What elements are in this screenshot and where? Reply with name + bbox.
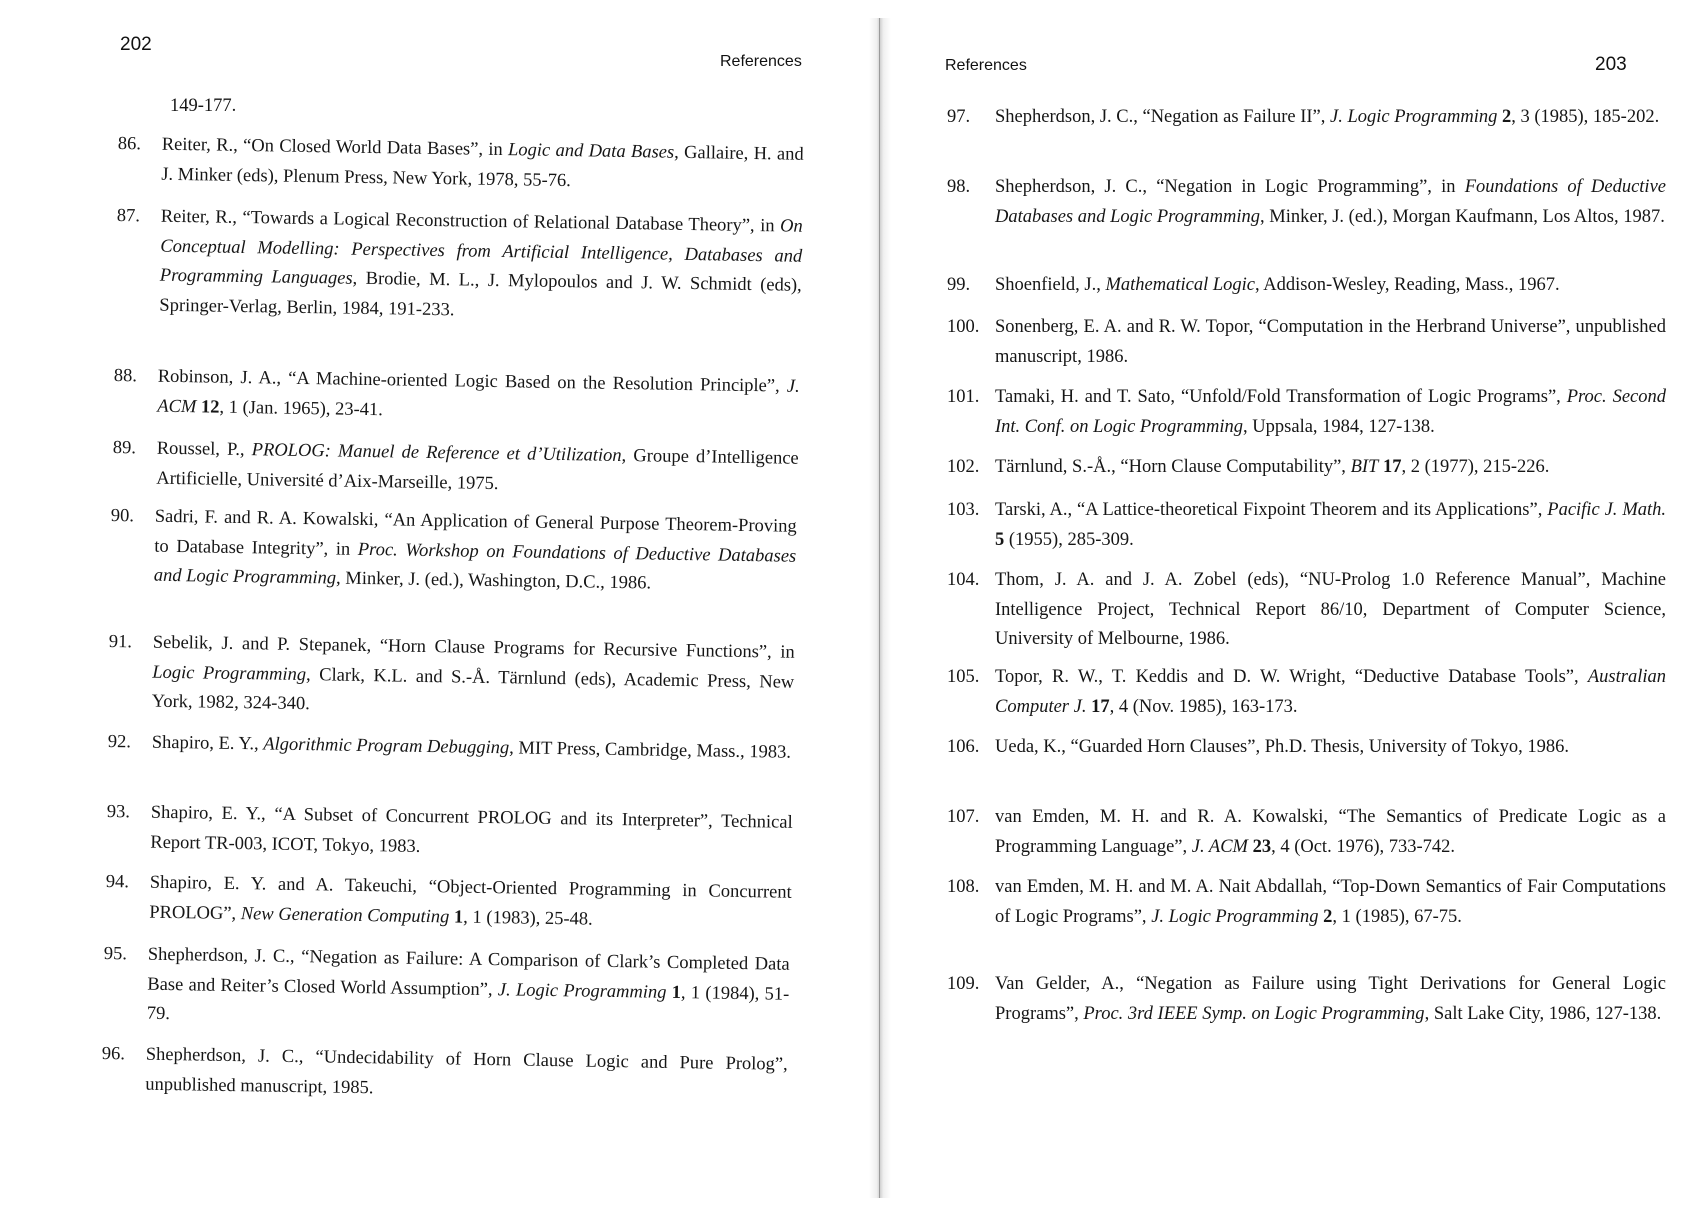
reference-text: [161, 131, 804, 200]
reference-title-italic: Logic and Data Bases: [507, 140, 675, 163]
reference-entry: [108, 628, 795, 727]
reference-number: 99.: [947, 275, 971, 295]
reference-title-italic: Proc. 3rd IEEE Symp. on Logic Programming: [1083, 1003, 1425, 1024]
page-number: 203: [1595, 54, 1627, 75]
reference-text: [150, 799, 793, 868]
reference-number: 102.: [947, 457, 980, 477]
reference-text-segment: , 4 (Nov. 1985), 163-173.: [1109, 696, 1298, 717]
reference-volume-bold: 2: [1323, 906, 1333, 927]
reference-text: [995, 496, 1666, 555]
reference-number: 106.: [947, 737, 980, 757]
reference-text-segment: , 2 (1977), 215-226.: [1401, 457, 1550, 477]
reference-number: 89.: [112, 437, 137, 459]
reference-text: [145, 1041, 788, 1110]
reference-number: 86.: [117, 133, 142, 155]
reference-title-italic: New Generation Computing: [240, 903, 450, 927]
reference-number: 104.: [947, 570, 980, 590]
reference-number: 96.: [101, 1043, 126, 1065]
reference-text: [995, 173, 1666, 232]
reference-text-segment: Shepherdson, J. C., “Negation in Logic Programming”, in: [995, 177, 1465, 197]
reference-number: 98.: [947, 177, 971, 197]
reference-text: [149, 869, 792, 938]
reference-title-italic: Proc. Workshop on Foundations of Deductive Databases and Logic Programming: [153, 539, 797, 589]
right-page: [880, 0, 1699, 1213]
reference-text-segment: Shepherdson, J. C., “Undecidability of Horn Clause Logic and Pure Prolog”, unpublished manuscript, 1985.: [145, 1044, 788, 1098]
reference-entry: [947, 803, 1666, 862]
reference-text-segment: , 1 (1983), 25-48.: [463, 907, 593, 930]
reference-number: 97.: [947, 107, 971, 127]
running-head: References: [720, 53, 802, 70]
reference-text-segment: , Minker, J. (ed.), Morgan Kaufmann, Los Altos, 1987.: [1260, 206, 1665, 227]
reference-text-segment: Tärnlund, S.-Å., “Horn Clause Computability”,: [995, 457, 1351, 477]
reference-number: 105.: [947, 667, 980, 687]
reference-title-italic: J. Logic Programming: [1151, 906, 1319, 927]
reference-title-italic: J. Logic Programming: [1329, 107, 1498, 127]
reference-volume-bold: 17: [1091, 696, 1110, 717]
reference-entry: [947, 733, 1666, 763]
reference-title-italic: Foundations of Deductive Databases and Logic Programming: [995, 177, 1666, 227]
reference-text-segment: , 1 (1985), 67-75.: [1332, 906, 1462, 927]
reference-text-segment: , Uppsala, 1984, 127-138.: [1243, 416, 1435, 437]
reference-entry: [106, 798, 793, 868]
reference-text: [147, 941, 790, 1040]
reference-title-italic: Australian Computer J.: [995, 667, 1666, 717]
reference-text: [152, 729, 794, 769]
reference-number: 107.: [947, 807, 980, 827]
reference-entry: [947, 271, 1666, 301]
reference-text-segment: Ueda, K., “Guarded Horn Clauses”, Ph.D. Thesis, University of Tokyo, 1986.: [995, 737, 1570, 757]
reference-text-segment: van Emden, M. H. and R. A. Kowalski, “The Semantics of Predicate Logic as a Programming Language”,: [995, 807, 1666, 857]
reference-number: 92.: [107, 731, 132, 753]
reference-number: 94.: [105, 871, 130, 893]
reference-text-segment: , MIT Press, Cambridge, Mass., 1983.: [509, 738, 792, 763]
reference-entry: [947, 496, 1666, 555]
reference-entry: [947, 663, 1666, 722]
reference-entry: [947, 453, 1666, 483]
reference-text-segment: , Groupe d’Intelligence Artificielle, Université d’Aix-Marseille, 1975.: [156, 445, 799, 494]
reference-title-italic: Pacific J. Math.: [1547, 500, 1667, 520]
reference-number: 90.: [110, 505, 135, 527]
reference-number: 101.: [947, 387, 980, 407]
reference-number: 108.: [947, 877, 980, 897]
reference-entry: [117, 130, 804, 200]
reference-number: 93.: [106, 801, 131, 823]
reference-entry: [101, 1040, 788, 1110]
reference-title-italic: PROLOG: Manuel de Reference et d’Utilization: [251, 440, 622, 466]
reference-entry: [947, 873, 1666, 932]
reference-text-segment: Shapiro, E. Y.,: [151, 732, 264, 755]
page-number: 202: [120, 34, 152, 55]
reference-volume-bold: 1: [453, 906, 464, 928]
reference-title-italic: Mathematical Logic: [1105, 275, 1256, 295]
reference-volume-bold: 5: [995, 529, 1005, 550]
reference-title-italic: J. Logic Programming: [497, 979, 667, 1003]
reference-entry: [115, 202, 803, 331]
reference-text-segment: Shoenfield, J.,: [995, 275, 1106, 295]
reference-text: [159, 203, 803, 331]
reference-text-segment: Roussel, P.,: [156, 438, 252, 461]
reference-text: [995, 566, 1666, 655]
reference-text: [995, 733, 1666, 763]
reference-volume-bold: 2: [1501, 107, 1512, 127]
reference-title-italic: Logic Programming: [152, 662, 307, 685]
reference-text-segment: Tamaki, H. and T. Sato, “Unfold/Fold Transformation of Logic Programs”,: [995, 387, 1567, 407]
reference-text-segment: (1955), 285-309.: [1004, 529, 1134, 550]
reference-entry: [947, 566, 1666, 655]
reference-number: 103.: [947, 500, 980, 520]
reference-volume-bold: 17: [1382, 457, 1402, 477]
reference-text: [152, 629, 795, 728]
reference-title-italic: Algorithmic Program Debugging: [263, 734, 510, 759]
reference-text-segment: Reiter, R., “Towards a Logical Reconstruction of Relational Database Theory”, in: [160, 206, 781, 237]
reference-title-italic: J. ACM: [157, 376, 800, 417]
reference-text-segment: Shepherdson, J. C., “Negation as Failure: A Comparison of Clark’s Completed Data Base and Reiter’s Closed World Assumption”,: [147, 944, 790, 1000]
reference-text-segment: Reiter, R., “On Closed World Data Bases”, in: [161, 134, 509, 161]
reference-text: [995, 383, 1666, 442]
reference-entry: [947, 103, 1666, 133]
reference-entry: [947, 173, 1666, 232]
reference-entry: [105, 868, 792, 938]
reference-text-segment: Sebelik, J. and P. Stepanek, “Horn Clause Programs for Recursive Functions”, in: [152, 632, 795, 663]
reference-volume-bold: 1: [671, 982, 682, 1003]
reference-number: 88.: [113, 365, 138, 387]
reference-entry: [113, 362, 800, 432]
reference-text-segment: Shepherdson, J. C., “Negation as Failure II”,: [995, 107, 1330, 127]
reference-text-segment: , 3 (1985), 185-202.: [1511, 107, 1660, 127]
running-head: References: [945, 57, 1027, 74]
reference-text: [995, 803, 1666, 862]
reference-volume-bold: 23: [1252, 836, 1272, 857]
reference-title-italic: J. ACM: [1191, 836, 1248, 857]
reference-text: [995, 453, 1666, 483]
reference-entry: [112, 434, 799, 504]
reference-text-segment: , 1 (Jan. 1965), 23-41.: [219, 397, 384, 420]
reference-text-segment: Sadri, F. and R. A. Kowalski, “An Application of General Purpose Theorem-Proving to Database Integrity”, in: [154, 506, 797, 560]
reference-text-segment: , Addison-Wesley, Reading, Mass., 1967.: [1255, 275, 1560, 295]
reference-number: 87.: [116, 205, 141, 227]
continued-reference-text: 149-177.: [170, 96, 237, 116]
reference-text-segment: Tarski, A., “A Lattice-theoretical Fixpoint Theorem and its Applications”,: [995, 500, 1548, 520]
reference-number: 95.: [103, 943, 128, 965]
reference-text-segment: Thom, J. A. and J. A. Zobel (eds), “NU-Prolog 1.0 Reference Manual”, Machine Intelligence Project, Technical Report 86/10, Department of Computer Science, University of Melbourne, 1986.: [995, 570, 1666, 649]
reference-text-segment: Shapiro, E. Y., “A Subset of Concurrent PROLOG and its Interpreter”, Technical Report TR-003, ICOT, Tokyo, 1983.: [150, 802, 793, 857]
reference-title-italic: BIT: [1350, 457, 1379, 477]
reference-text: [995, 103, 1666, 133]
reference-title-italic: Proc. Second Int. Conf. on Logic Programming: [995, 387, 1666, 437]
reference-text-segment: Van Gelder, A., “Negation as Failure using Tight Derivations for General Logic Programs”,: [995, 974, 1666, 1024]
reference-text-segment: , Salt Lake City, 1986, 127-138.: [1424, 1003, 1662, 1024]
reference-entry: [110, 502, 797, 601]
reference-number: 91.: [108, 631, 133, 653]
reference-text-segment: Shapiro, E. Y. and A. Takeuchi, “Object-Oriented Programming in Concurrent PROLOG”,: [149, 872, 792, 924]
reference-text: [157, 363, 800, 432]
reference-text: [156, 435, 799, 504]
reference-entry: [108, 728, 794, 768]
reference-text-segment: , 4 (Oct. 1976), 733-742.: [1271, 836, 1456, 857]
reference-volume-bold: 12: [200, 396, 220, 418]
reference-text: [995, 970, 1666, 1029]
reference-text-segment: , Clark, K.L. and S.-Å. Tärnlund (eds), Academic Press, New York, 1982, 324-340.: [151, 664, 795, 715]
reference-text-segment: Topor, R. W., T. Keddis and D. W. Wright, “Deductive Database Tools”,: [995, 667, 1588, 687]
reference-entry: [947, 970, 1666, 1029]
reference-text-segment: , Gallaire, H. and J. Minker (eds), Plenum Press, New York, 1978, 55-76.: [161, 142, 804, 191]
reference-text: [995, 271, 1666, 301]
reference-text: [995, 313, 1666, 372]
reference-text-segment: van Emden, M. H. and M. A. Nait Abdallah, “Top-Down Semantics of Fair Computations of Logic Programs”,: [995, 877, 1666, 927]
reference-entry: [947, 313, 1666, 372]
reference-number: 109.: [947, 974, 980, 994]
reference-text-segment: Sonenberg, E. A. and R. W. Topor, “Computation in the Herbrand Universe”, unpublished manuscript, 1986.: [995, 317, 1666, 367]
reference-text: [154, 503, 797, 602]
reference-text: [995, 663, 1666, 722]
reference-number: 100.: [947, 317, 980, 337]
reference-entry: [103, 940, 790, 1039]
reference-entry: [947, 383, 1666, 442]
reference-text-segment: , Brodie, M. L., J. Mylopoulos and J. W. Schmidt (eds), Springer-Verlag, Berlin, 1984, 191-233.: [159, 268, 802, 320]
reference-text-segment: , 1 (1984), 51-79.: [146, 982, 790, 1025]
reference-text: [995, 873, 1666, 932]
reference-text-segment: , Minker, J. (ed.), Washington, D.C., 1986.: [335, 568, 652, 594]
reference-text-segment: Robinson, J. A., “A Machine-oriented Logic Based on the Resolution Principle”,: [157, 366, 788, 397]
reference-title-italic: On Conceptual Modelling: Perspectives from Artificial Intelligence, Databases and Programming Languages: [159, 216, 803, 289]
